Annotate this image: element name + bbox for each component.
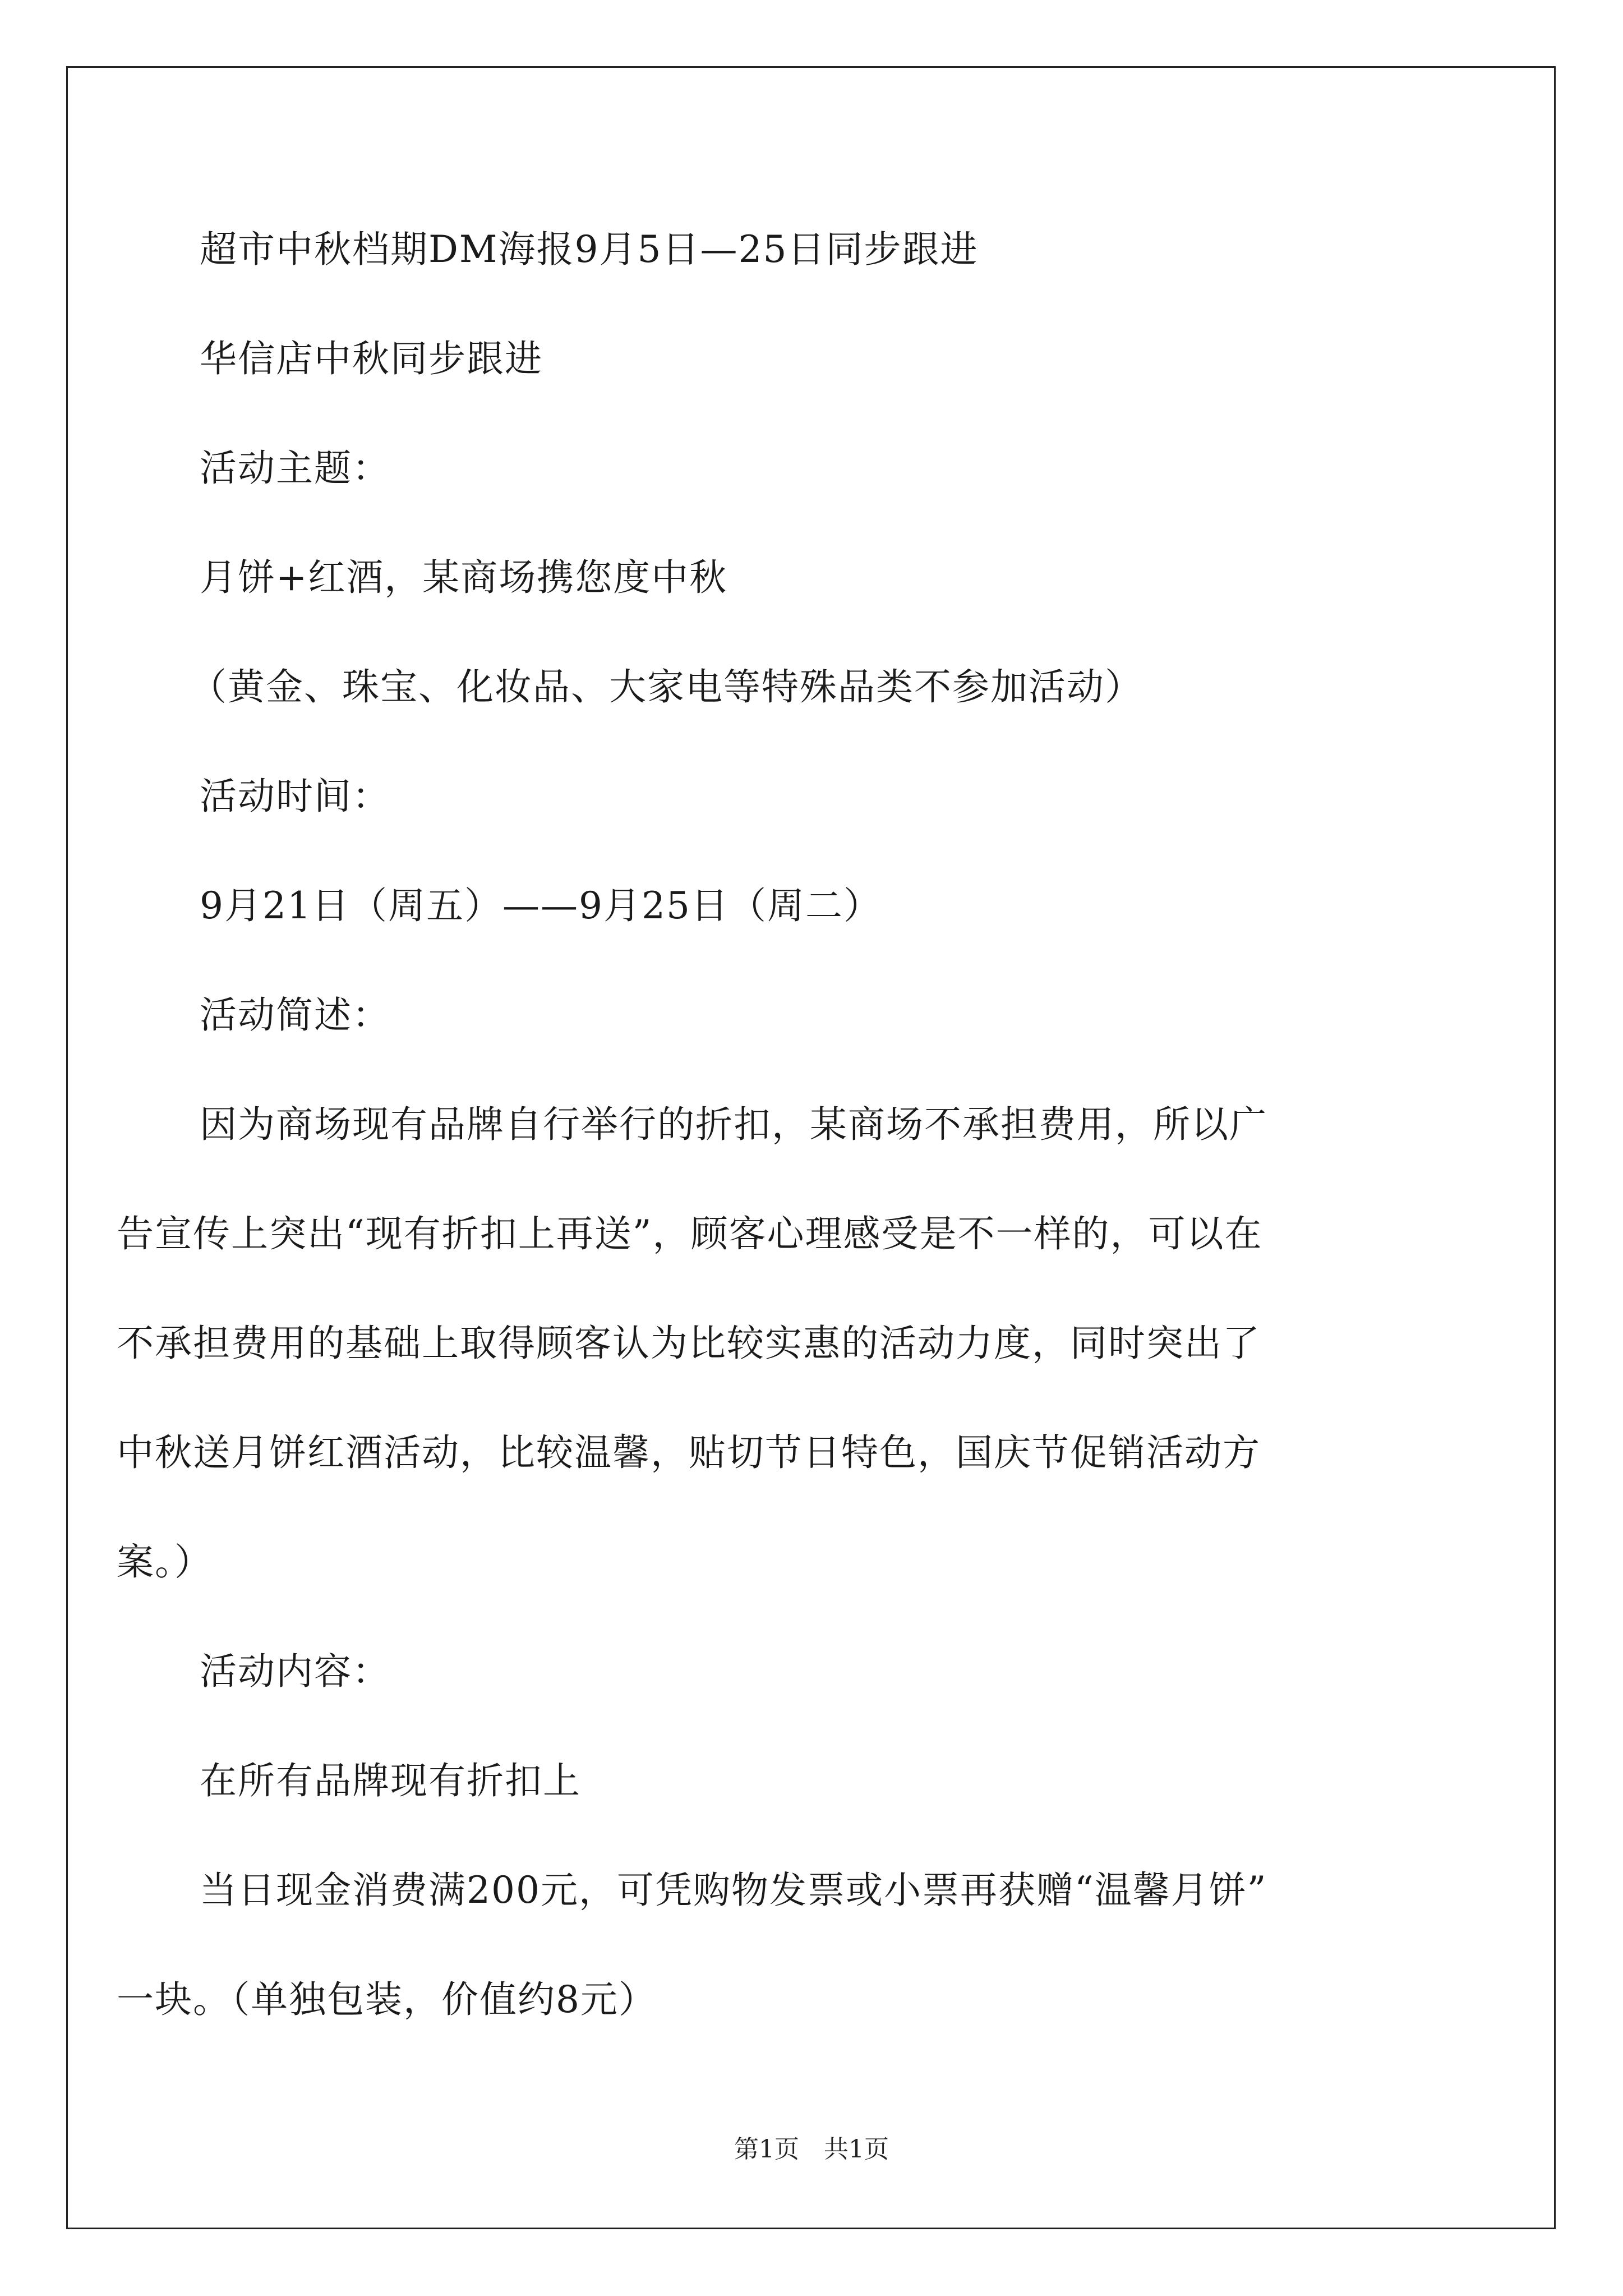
document-subtitle: 华信店中秋同步跟进 bbox=[200, 337, 543, 380]
summary-line-3: 不承担费用的基础上取得顾客认为比较实惠的活动力度，同时突出了 bbox=[117, 1322, 1261, 1365]
summary-line-4: 中秋送月饼红酒活动，比较温馨，贴切节日特色，国庆节促销活动方 bbox=[117, 1431, 1261, 1474]
content-label: 活动内容： bbox=[200, 1650, 390, 1693]
summary-line-2: 告宣传上突出“现有折扣上再送”，顾客心理感受是不一样的，可以在 bbox=[117, 1212, 1263, 1255]
time-label: 活动时间： bbox=[200, 775, 390, 818]
time-text: 9月21日（周五）——9月25日（周二） bbox=[200, 884, 882, 927]
exclusion-note: （黄金、珠宝、化妆品、大家电等特殊品类不参加活动） bbox=[190, 665, 1143, 708]
content-line-2: 一块。（单独包装，价值约8元） bbox=[117, 1978, 657, 2021]
content-intro: 在所有品牌现有折扣上 bbox=[200, 1759, 581, 1802]
content-line-1: 当日现金消费满200元，可凭购物发票或小票再获赠“温馨月饼” bbox=[200, 1869, 1267, 1912]
page-footer: 第1页 共1页 bbox=[734, 2135, 889, 2164]
document-title: 超市中秋档期DM海报9月5日—25日同步跟进 bbox=[200, 228, 979, 271]
summary-line-1: 因为商场现有品牌自行举行的折扣，某商场不承担费用，所以广 bbox=[200, 1103, 1267, 1146]
summary-label: 活动简述： bbox=[200, 993, 390, 1037]
theme-text: 月饼+红酒，某商场携您度中秋 bbox=[200, 556, 728, 599]
theme-label: 活动主题： bbox=[200, 447, 390, 490]
summary-line-5: 案。） bbox=[117, 1540, 213, 1584]
